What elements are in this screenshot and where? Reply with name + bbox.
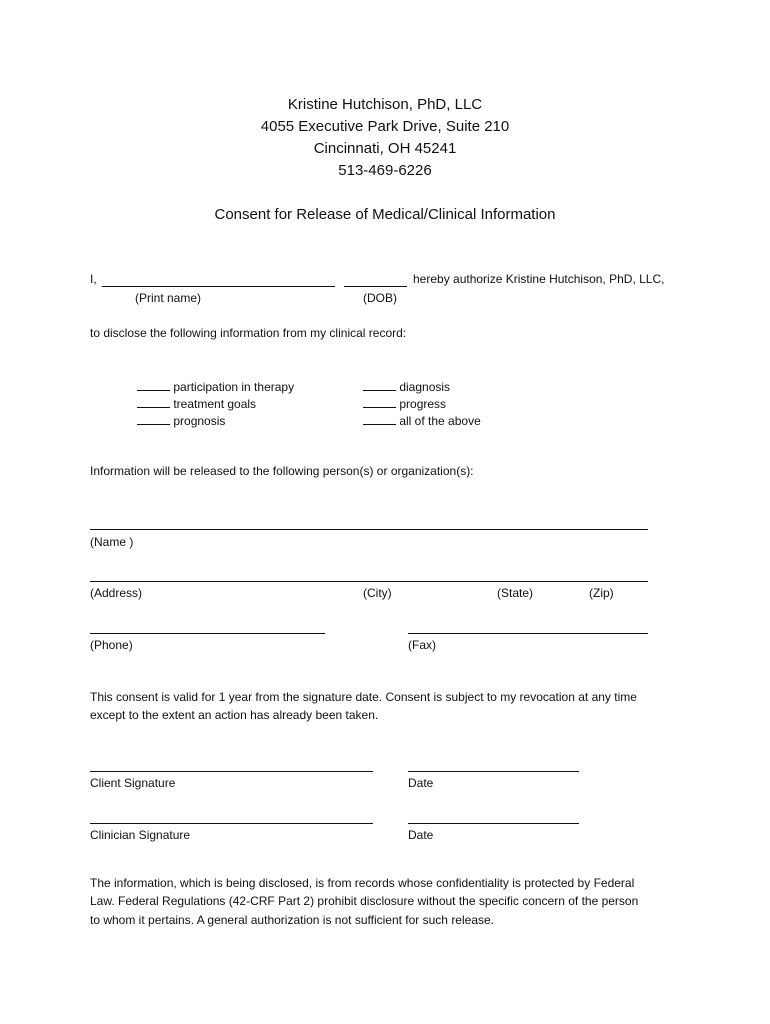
fax-label: (Fax): [408, 638, 436, 652]
intro-prefix: I,: [90, 272, 97, 286]
option-label: treatment goals: [173, 397, 257, 411]
client-signature-label: Client Signature: [90, 776, 176, 790]
disclose-text: to disclose the following information from my clinical record:: [90, 326, 407, 340]
recipient-intro: Information will be released to the following person(s) or organization(s):: [90, 464, 474, 478]
clinician-signature-field[interactable]: [90, 823, 373, 824]
clinician-date-field[interactable]: [408, 823, 579, 824]
form-title: Consent for Release of Medical/Clinical Information: [214, 206, 556, 223]
option-check-field[interactable]: [363, 396, 396, 408]
option-diagnosis: [363, 379, 450, 393]
option-check-field[interactable]: [363, 413, 396, 425]
name-label: (Name ): [90, 535, 134, 549]
client-date-field[interactable]: [408, 771, 579, 772]
option-check-field[interactable]: [363, 379, 396, 391]
option-label: progress: [399, 397, 447, 411]
confidentiality-line2: Law. Federal Regulations (42-CRF Part 2) prohibit disclosure without the specific concern of the person: [90, 894, 639, 908]
practice-address-line1: 4055 Executive Park Drive, Suite 210: [260, 118, 510, 135]
option-label: diagnosis: [399, 380, 451, 394]
validity-line2: except to the extent an action has already been taken.: [90, 708, 379, 722]
option-check-field[interactable]: [137, 396, 170, 408]
option-check-field[interactable]: [137, 379, 170, 391]
phone-label: (Phone): [90, 638, 133, 652]
address-label: (Address): [90, 586, 143, 600]
recipient-phone-field[interactable]: [90, 633, 325, 634]
print-name-field[interactable]: [102, 286, 335, 287]
option-label: prognosis: [173, 414, 226, 428]
practice-phone: 513-469-6226: [338, 162, 432, 179]
practice-name: Kristine Hutchison, PhD, LLC: [287, 96, 483, 113]
state-label: (State): [497, 586, 534, 600]
option-treatment-goals: [137, 396, 256, 410]
city-label: (City): [363, 586, 392, 600]
option-prognosis: [137, 413, 225, 427]
print-name-label: (Print name): [135, 291, 202, 305]
zip-label: (Zip): [589, 586, 614, 600]
recipient-fax-field[interactable]: [408, 633, 648, 634]
recipient-address-field[interactable]: [90, 581, 648, 582]
practice-address-line2: Cincinnati, OH 45241: [313, 140, 457, 157]
option-label: all of the above: [399, 414, 481, 428]
dob-field[interactable]: [344, 286, 407, 287]
option-check-field[interactable]: [137, 413, 170, 425]
option-progress: [363, 396, 446, 410]
confidentiality-line1: The information, which is being disclosed, is from records whose confidentiality is protected by Federal: [90, 876, 635, 890]
recipient-name-field[interactable]: [90, 529, 648, 530]
validity-line1: This consent is valid for 1 year from the signature date. Consent is subject to my revocation at any time: [90, 690, 637, 704]
client-signature-field[interactable]: [90, 771, 373, 772]
confidentiality-line3: to whom it pertains. A general authorization is not sufficient for such release.: [90, 913, 495, 927]
clinician-date-label: Date: [408, 828, 434, 842]
clinician-signature-label: Clinician Signature: [90, 828, 191, 842]
option-all: [363, 413, 481, 427]
option-participation: [137, 379, 294, 393]
dob-label: (DOB): [363, 291, 397, 305]
client-date-label: Date: [408, 776, 434, 790]
authorize-text: hereby authorize Kristine Hutchison, PhD, LLC,: [413, 272, 665, 286]
option-label: participation in therapy: [173, 380, 295, 394]
